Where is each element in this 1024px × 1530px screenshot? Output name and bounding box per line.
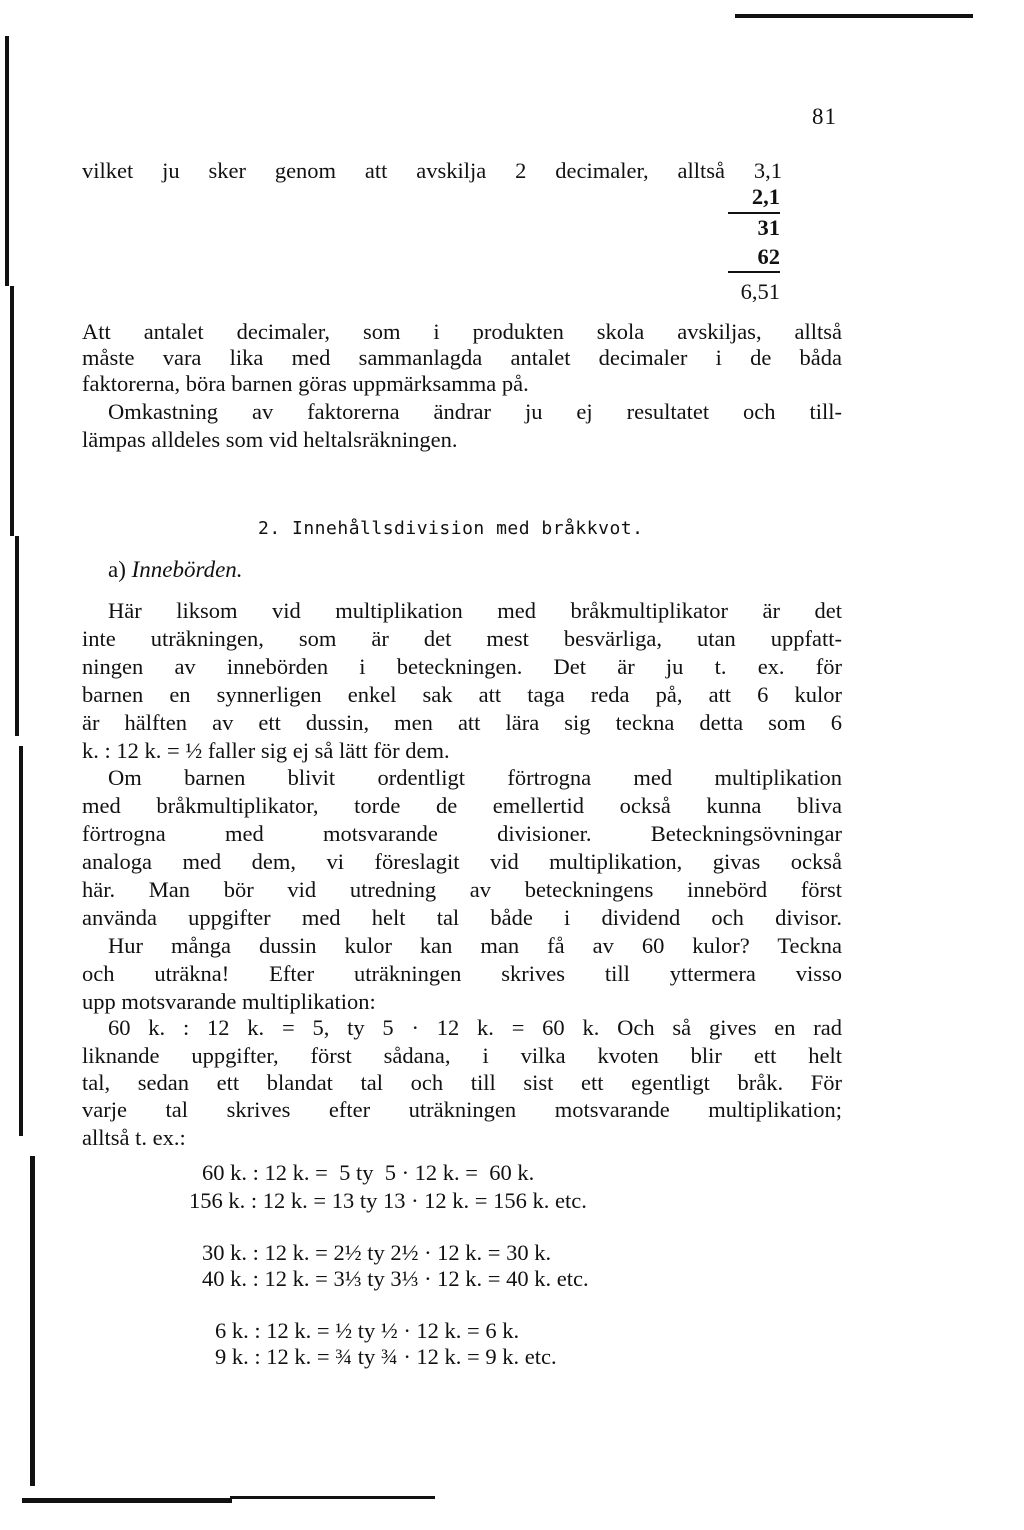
subsection-heading	[108, 556, 243, 584]
paragraph-3-line: är hälften av ett dussin, men att lära sig teckna detta som 6	[82, 710, 842, 735]
left-margin-rule-4	[19, 746, 23, 1136]
paragraph-1-line: faktorerna, böra barnen göras uppmärksamma på.	[82, 371, 529, 396]
paragraph-4-line: Hur många dussin kulor kan man få av 60 kulor? Teckna	[108, 933, 842, 958]
paragraph-1-line: Att antalet decimaler, som i produkten skola avskiljas, alltså	[82, 319, 842, 344]
subsection-label: a)	[108, 557, 126, 582]
page-number: 81	[812, 104, 837, 129]
paragraph-4-line: upp motsvarande multiplikation:	[82, 989, 376, 1014]
multiplication-factor: 2,1	[751, 184, 780, 209]
paragraph-2-line: Omkastning av faktorerna ändrar ju ej resultatet och till-	[108, 399, 842, 424]
paragraph-4-line: här. Man bör vid utredning av beteckningens innebörd först	[82, 877, 842, 902]
left-margin-rule-3	[15, 536, 19, 736]
multiplication-partial-2: 62	[757, 244, 780, 269]
equation-line: 156 k. : 12 k. = 13 ty 13 · 12 k. = 156 k. etc.	[189, 1188, 587, 1213]
left-margin-rule-1	[5, 36, 9, 286]
paragraph-4-line: med bråkmultiplikator, torde de emellertid också kunna bliva	[82, 793, 842, 818]
multiplication-rule-2	[728, 271, 780, 273]
paragraph-4-line: varje tal skrives efter uträkningen motsvarande multiplikation;	[82, 1097, 842, 1122]
paragraph-4-line: 60 k. : 12 k. = 5, ty 5 · 12 k. = 60 k. Och så gives en rad	[108, 1015, 842, 1040]
section-heading: 2. Innehållsdivision med bråkkvot.	[258, 518, 644, 539]
paragraph-4-line: förtrogna med motsvarande divisioner. Beteckningsövningar	[82, 821, 842, 846]
equation-line: 30 k. : 12 k. = 2½ ty 2½ · 12 k. = 30 k.	[202, 1240, 552, 1265]
multiplication-partial-1: 31	[757, 215, 780, 240]
bottom-rule-thin	[230, 1496, 435, 1499]
paragraph-1-line: måste vara lika med sammanlagda antalet decimaler i de båda	[82, 345, 842, 370]
subsection-title: Innebörden.	[131, 557, 243, 582]
paragraph-3-line: barnen en synnerligen enkel sak att taga reda på, att 6 kulor	[82, 682, 842, 707]
paragraph-4-line: Om barnen blivit ordentligt förtrogna med multiplikation	[108, 765, 842, 790]
paragraph-4-line: tal, sedan ett blandat tal och till sist ett egentligt bråk. För	[82, 1070, 842, 1095]
paragraph-4-line: och uträkna! Efter uträkningen skrives till yttermera visso	[82, 961, 842, 986]
paragraph-4-line: analoga med dem, vi föreslagit vid multiplikation, givas också	[82, 849, 842, 874]
multiplication-product: 6,51	[740, 279, 780, 304]
paragraph-3-line: inte uträkningen, som är det mest besvärliga, utan uppfatt-	[82, 626, 842, 651]
equation-line: 60 k. : 12 k. = 5 ty 5 · 12 k. = 60 k.	[202, 1160, 535, 1185]
equation-line: 40 k. : 12 k. = 3⅓ ty 3⅓ · 12 k. = 40 k. etc.	[202, 1266, 589, 1291]
paragraph-3-line: k. : 12 k. = ½ faller sig ej så lätt för dem.	[82, 738, 450, 763]
paragraph-4-line: liknande uppgifter, först sådana, i vilka kvoten blir ett helt	[82, 1043, 842, 1068]
equation-line: 6 k. : 12 k. = ½ ty ½ · 12 k. = 6 k.	[215, 1318, 520, 1343]
paragraph-3-line: ningen av innebörden i beteckningen. Det är ju t. ex. för	[82, 654, 842, 679]
equation-line: 9 k. : 12 k. = ¾ ty ¾ · 12 k. = 9 k. etc.	[215, 1344, 557, 1369]
intro-line: vilket ju sker genom att avskilja 2 decimaler, alltså 3,1	[82, 158, 782, 183]
left-margin-rule-5	[30, 1156, 35, 1486]
paragraph-3-line: Här liksom vid multiplikation med bråkmultiplikator är det	[108, 598, 842, 623]
paragraph-4-line: använda uppgifter med helt tal både i dividend och divisor.	[82, 905, 842, 930]
top-rule	[735, 14, 973, 18]
left-margin-rule-2	[10, 286, 14, 536]
bottom-rule	[22, 1498, 232, 1503]
paragraph-4-line: alltså t. ex.:	[82, 1125, 186, 1150]
paragraph-2-line: lämpas alldeles som vid heltalsräkningen.	[82, 427, 458, 452]
